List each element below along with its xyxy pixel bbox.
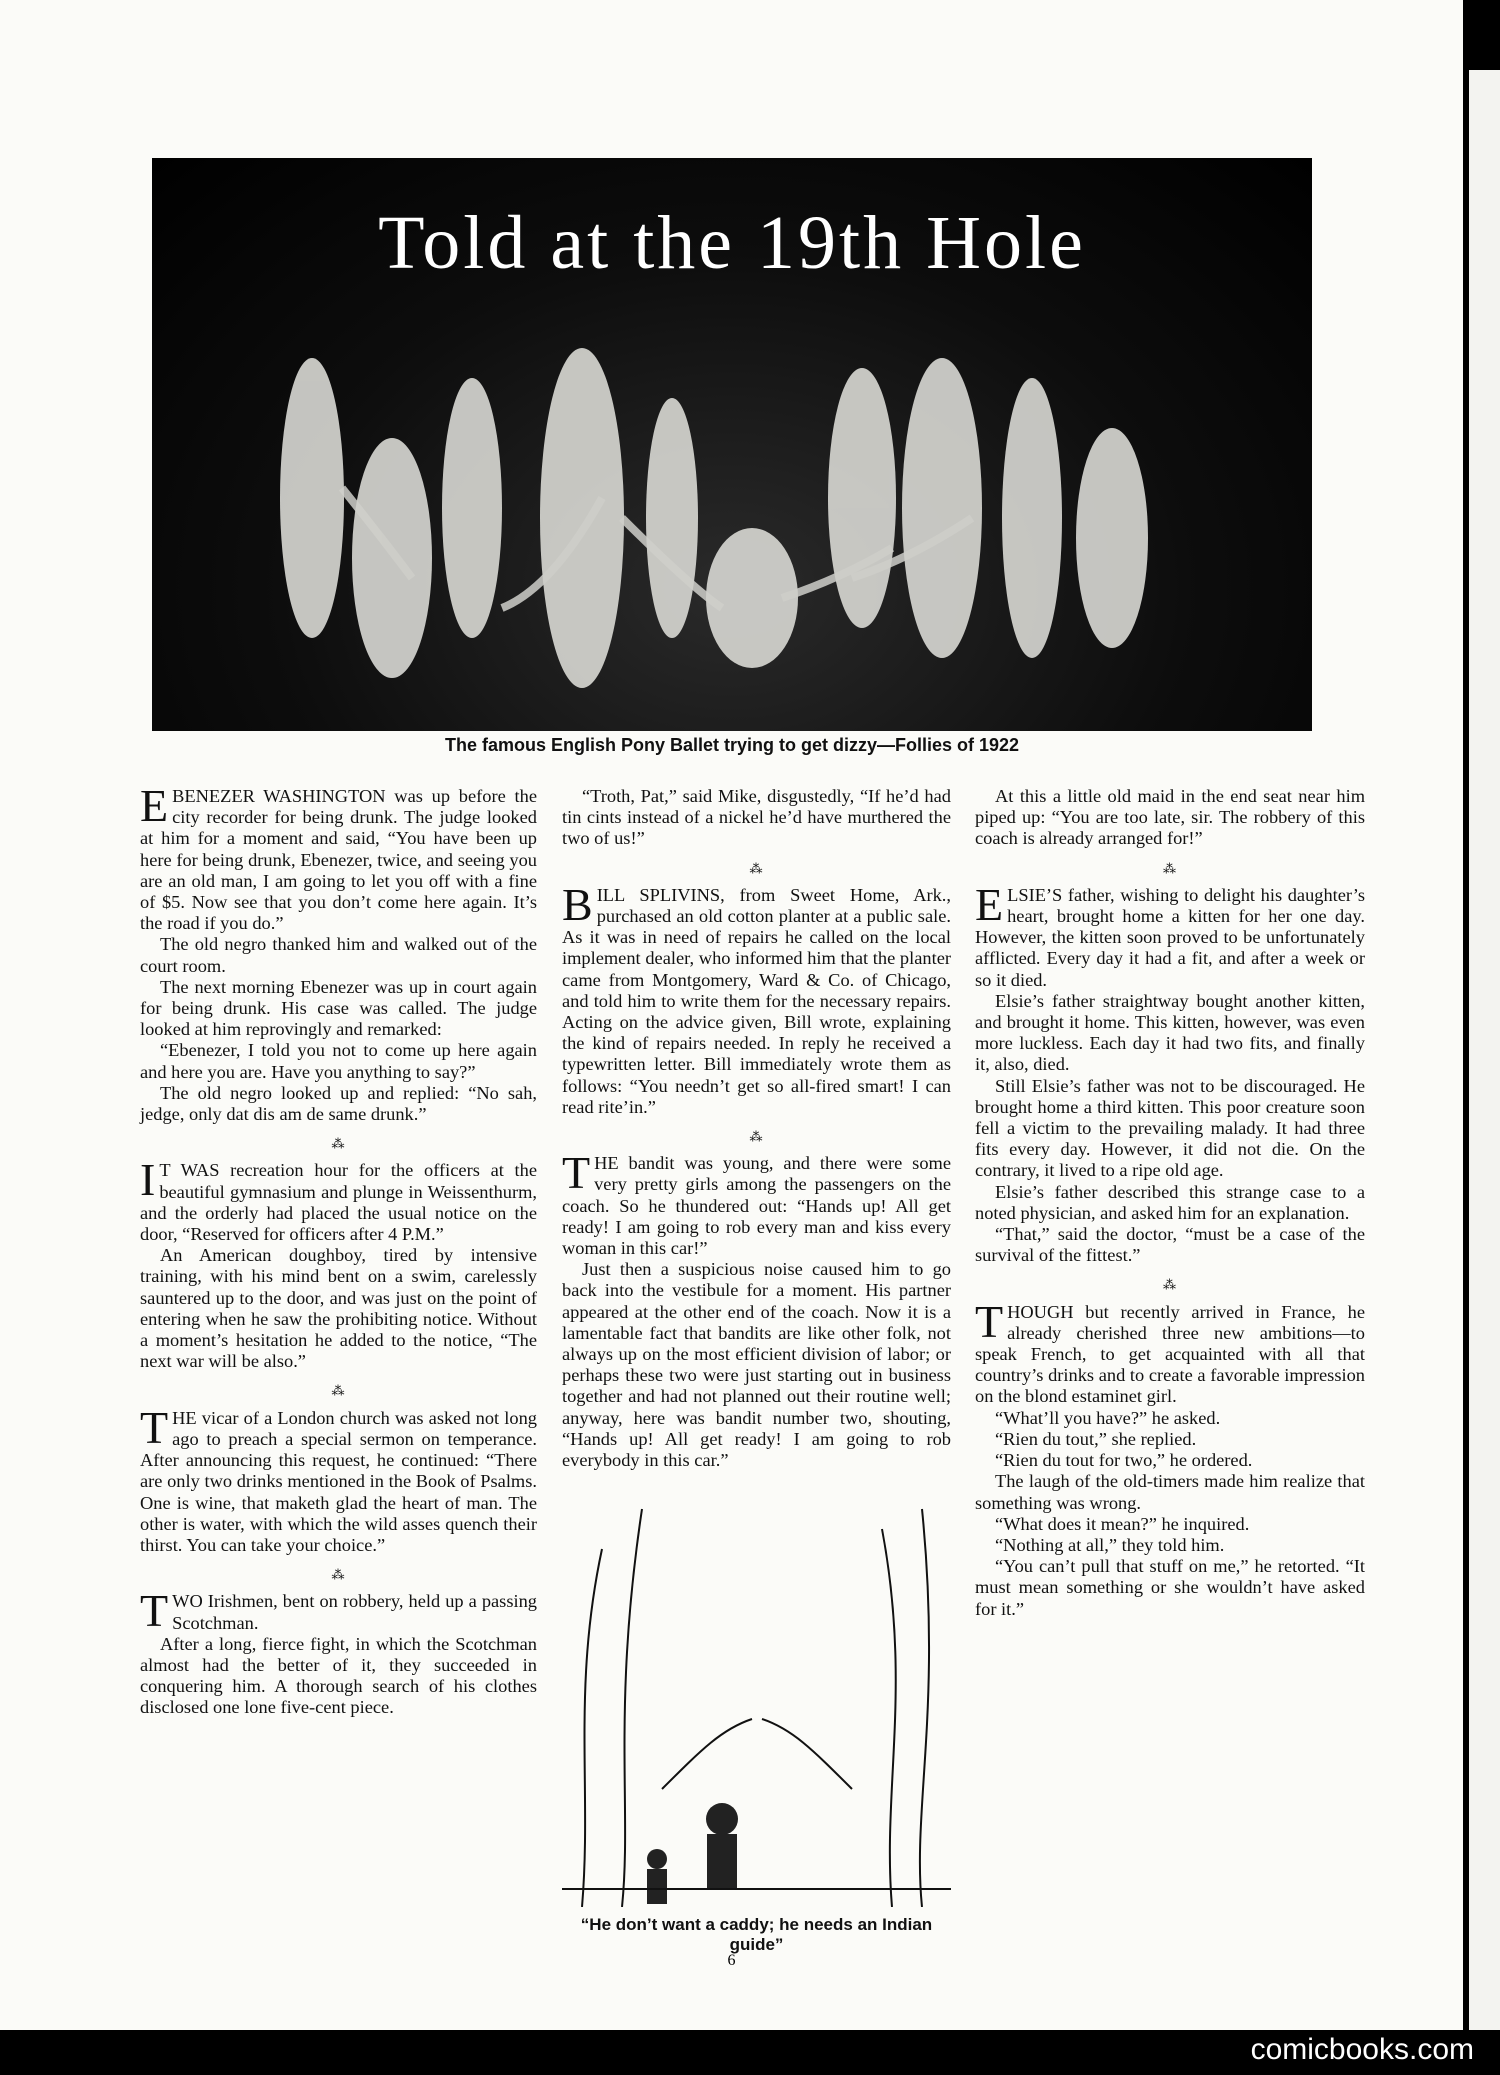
column-1 [140, 780, 537, 1721]
story-paragraph: After a long, fierce fight, in which the Scotchman almost had the better of it, they succeeded in conquering him. A thorough search of his clothes disclosed one lone five-cent piece. [140, 1633, 537, 1718]
story-paragraph: The next morning Ebenezer was up in court again for being drunk. His case was called. The judge looked at him reprovingly and remarked: [140, 976, 537, 1040]
story-separator: ⁂ [749, 860, 764, 876]
story-splivins [562, 878, 951, 1118]
story-separator: ⁂ [749, 1129, 764, 1145]
story-separator: ⁂ [331, 1383, 346, 1399]
drop-cap: B [562, 878, 593, 930]
story-paragraph: The laugh of the old-timers made him realize that something was wrong. [975, 1471, 1365, 1513]
story-separator: ⁂ [1163, 860, 1177, 876]
golf-cartoon-illustration [562, 1489, 951, 1907]
story-paragraph: “You can’t pull that stuff on me,” he retorted. “It must mean something or she wouldn’t have asked for it.” [975, 1556, 1365, 1619]
story-paragraph: The old negro thanked him and walked out of the court room. [140, 934, 537, 976]
story-paragraph: “Rien du tout for two,” he ordered. [995, 1450, 1253, 1471]
story-paragraph: “Nothing at all,” they told him. [995, 1534, 1225, 1555]
page-title: Told at the 19th Hole [378, 201, 1086, 285]
drop-cap: I [140, 1154, 156, 1206]
story-paragraph: “What’ll you have?” he asked. [995, 1407, 1221, 1428]
drop-cap: E [975, 878, 1004, 930]
cartoon-caption: “He don’t want a caddy; he needs an Indian guide” [580, 1915, 933, 1955]
drop-cap: T [140, 1401, 169, 1453]
story-elsie [975, 878, 1365, 1267]
story-paragraph: Just then a suspicious noise caused him to go back into the vestibule for a moment. His partner appeared at the other end of the coach. Now it is a lamentable fact that bandits are like other folk, not always up on the most efficient division of labor; or perhaps these two were just starting out in business together and had not planned out their routine well; anyway, here was bandit number two, shouting, “Hands up! All get ready! I am going to rob everybody in this car.” [562, 1259, 951, 1471]
drop-cap: T [562, 1147, 591, 1199]
story-paragraph: T WAS recreation hour for the officers at the beautiful gymnasium and plunge in Weissenthurm, and the orderly had placed the usual notice on the door, “Reserved for officers after 4 P.M.” [140, 1160, 537, 1245]
story-paragraph: WO Irishmen, bent on robbery, held up a passing Scotchman. [172, 1591, 537, 1633]
story-irishmen [140, 1585, 537, 1718]
story-paragraph: HOUGH but recently arrived in France, he already cherished three new ambitions—to speak French, to get acquainted with all that country’s drinks and to create a favorable impression on the blond estaminet girl. [975, 1301, 1365, 1407]
cartoon [562, 1489, 951, 1955]
story-paragraph: Elsie’s father described this strange case to a noted physician, and asked him for an explanation. [975, 1181, 1365, 1223]
story-vicar [140, 1401, 537, 1556]
story-france [975, 1295, 1365, 1620]
story-paragraph: ILL SPLIVINS, from Sweet Home, Ark., purchased an old cotton planter at a public sale. As it was in need of repairs he called on the local implement dealer, who informed him that the planter came from Montgomery, Ward & Co. of Chicago, and told him to write them for the necessary repairs. Acting on the advice given, Bill wrote, explaining the kind of repairs needed. In reply he received a typewritten letter. Bill immediately wrote them as follows: “You needn’t get so all-fired smart! I can read rite’in.” [562, 884, 951, 1117]
story-recreation [140, 1154, 537, 1372]
story-paragraph: BENEZER WASHINGTON was up before the city recorder for being drunk. The judge looked at him for a moment and said, “You have been up here for being drunk, Ebenezer, twice, and seeing you are an old man, I am going to let you off with a fine of $5. Now see that you don’t come here again. It’s the road if you do.” [140, 786, 537, 934]
story-paragraph: At this a little old maid in the end seat near him piped up: “You are too late, sir. The robbery of this coach is already arranged for!” [975, 786, 1365, 849]
drop-cap: E [140, 780, 169, 831]
story-ebenezer [140, 780, 537, 1125]
story-paragraph: The old negro looked up and replied: “No sah, jedge, only dat dis am de same drunk.” [140, 1082, 537, 1125]
story-bandit [562, 1147, 951, 1471]
next-page-edge [1469, 70, 1500, 2030]
story-paragraph: LSIE’S father, wishing to delight his daughter’s heart, brought home a kitten for her one day. However, the kitten soon proved to be unfortunately afflicted. Every day it had a fit, and after a week or so it died. [975, 884, 1365, 990]
story-paragraph: “Ebenezer, I told you not to come up here again and here you are. Have you anything to say?” [140, 1040, 537, 1082]
story-paragraph: “Troth, Pat,” said Mike, disgustedly, “If he’d had tin cints instead of a nickel he’d have murthered the two of us!” [562, 786, 951, 849]
column-3 [975, 786, 1365, 1622]
photo-caption: The famous English Pony Ballet trying to get dizzy—Follies of 1922 [444, 735, 1020, 755]
story-paragraph: Elsie’s father straightway bought another kitten, and brought it home. This kitten, however, was even more luckless. Each day it had two fits, and finally it, also, died. [975, 990, 1365, 1075]
story-paragraph: An American doughboy, tired by intensive training, with his mind bent on a swim, carelessly sauntered up to the door, and was just on the point of entering when he saw the prohibiting notice. Without a moment’s hesitation he added to the notice, “The next war will be also.” [140, 1245, 537, 1372]
drop-cap: T [140, 1585, 169, 1637]
story-paragraph: Still Elsie’s father was not to be discouraged. He brought home a third kitten. This poor creature soon fell a victim to the prevailing malady. It had three fits every day. However, it did not die. On the contrary, it lived to a ripe old age. [975, 1075, 1365, 1181]
drop-cap: T [975, 1295, 1004, 1347]
story-separator: ⁂ [1163, 1277, 1177, 1293]
story-paragraph: HE bandit was young, and there were some very pretty girls among the passengers on the coach. So he thundered out: “Hands up! All get ready! I am going to rob every man and kiss every woman in this car!” [562, 1153, 951, 1259]
story-paragraph: “That,” said the doctor, “must be a case of the survival of the fittest.” [975, 1224, 1365, 1266]
watermark: comicbooks.com [1250, 2033, 1474, 2066]
story-separator: ⁂ [331, 1136, 346, 1152]
story-separator: ⁂ [331, 1567, 346, 1583]
story-paragraph: HE vicar of a London church was asked not long ago to preach a special sermon on temperance. After announcing this request, he continued: “There are only two drinks mentioned in the Book of Psalms. One is wine, that maketh glad the heart of man. The other is water, with which the wild asses quench their thirst. You can take your choice.” [140, 1407, 537, 1555]
story-paragraph: “What does it mean?” he inquired. [995, 1513, 1250, 1534]
column-2 [562, 786, 951, 1955]
story-paragraph: “Rien du tout,” she replied. [995, 1428, 1197, 1449]
hero-photo [152, 158, 1312, 731]
page-number: 6 [727, 1952, 736, 1969]
